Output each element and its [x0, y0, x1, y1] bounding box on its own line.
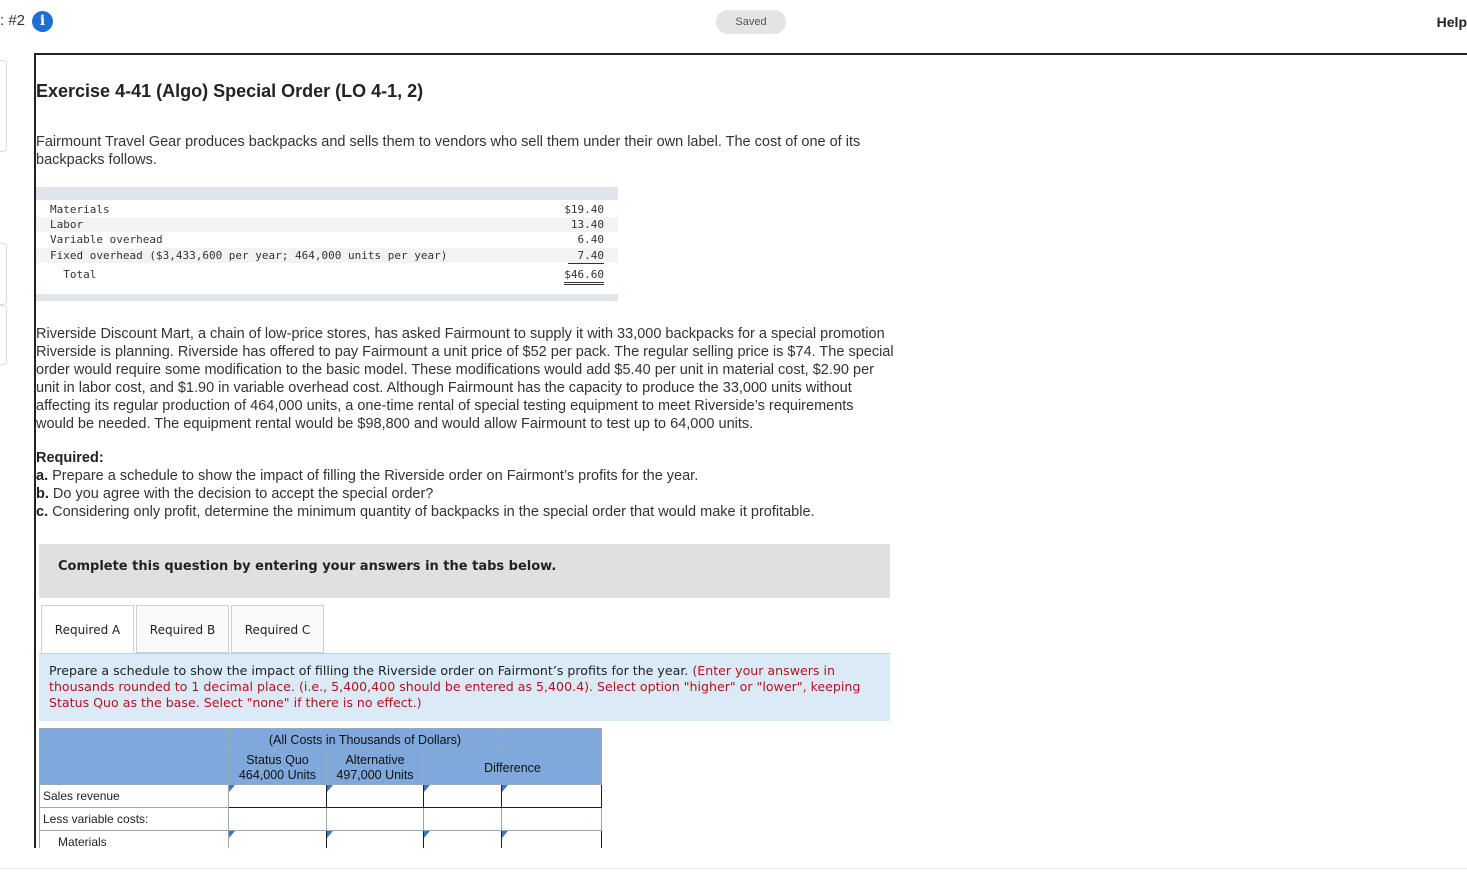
question-frame — [34, 53, 1467, 848]
cost-label: Variable overhead — [50, 233, 163, 246]
header-blank — [502, 729, 602, 752]
required-item-b — [36, 486, 433, 502]
required-item-a — [36, 468, 698, 484]
side-panel-tab[interactable] — [0, 305, 7, 365]
banner-text: Complete this question by entering your answers in the tabs below. — [58, 559, 557, 574]
instructions-main: Prepare a schedule to show the impact of filling the Riverside order on Fairmont’s profits for the year. — [49, 663, 693, 678]
status-quo-title: Status Quo — [246, 753, 309, 767]
required-text: Considering only profit, determine the minimum quantity of backpacks in the special order that would make it profitable. — [48, 504, 815, 520]
exercise-title: Exercise 4-41 (Algo) Special Order (LO 4-1, 2) — [36, 81, 424, 101]
cost-table — [36, 187, 618, 301]
top-bar — [0, 0, 1467, 44]
scenario-line: would be needed. The equipment rental would be $98,800 and would allow Fairmount to test up to 64,000 units. — [36, 416, 754, 432]
materials-difference-input[interactable] — [424, 831, 502, 849]
cost-label: Labor — [50, 218, 84, 231]
materials-direction-select[interactable] — [502, 831, 602, 849]
help-link[interactable]: Help — [1436, 14, 1467, 30]
alternative-units: 497,000 Units — [336, 768, 414, 782]
tab-instructions — [39, 653, 890, 721]
status-quo-units: 464,000 Units — [238, 768, 317, 782]
cost-row — [36, 232, 618, 247]
row-label: Materials — [40, 831, 229, 849]
row-label: Less variable costs: — [40, 808, 229, 831]
alternative-title: Alternative — [345, 753, 405, 767]
sales-revenue-difference-input[interactable] — [424, 785, 502, 808]
cost-row — [36, 217, 618, 232]
required-letter: c. — [36, 504, 49, 520]
info-icon[interactable]: i — [32, 11, 53, 32]
sales-revenue-status-quo-input[interactable] — [229, 785, 327, 808]
required-text: Prepare a schedule to show the impact of filling the Riverside order on Fairmont’s profits for the year. — [48, 468, 699, 484]
scenario-line: affecting its regular production of 464,000 units, a one-time rental of special testing equipment to meet Riverside’s requirements — [36, 398, 854, 414]
required-heading: Required: — [36, 450, 104, 466]
question-number: : #2 — [0, 12, 26, 29]
saved-status-badge: Saved — [716, 10, 786, 34]
tab-required-b[interactable]: Required B — [136, 605, 229, 653]
cost-value: 7.40 — [568, 248, 605, 264]
intro-line-2: backpacks follows. — [36, 152, 157, 168]
side-panel-tab[interactable] — [0, 60, 7, 152]
table-row — [40, 831, 602, 849]
scenario-line: unit in labor cost, and $1.90 in variable overhead cost. Although Fairmount has the capacity to produce the 33,000 units without — [36, 380, 852, 396]
empty-cell — [502, 808, 602, 831]
materials-alternative-input[interactable] — [327, 831, 424, 849]
scenario-line: order would require some modification to the basic model. These modifications would add $5.40 per unit in material cost, $2.90 per — [36, 362, 874, 378]
cost-row — [36, 248, 618, 263]
required-letter: a. — [36, 468, 49, 484]
sales-revenue-alternative-input[interactable] — [327, 785, 424, 808]
instructions-note: (Enter your answers in thousands rounded to 1 decimal place. (i.e., 5,400,400 should be entered as 5,400.4). Select option "higher" or "lower", keeping Status Quo as the base. Select "none" if there is no effect.) — [49, 663, 861, 710]
alternative-header — [327, 752, 424, 785]
instruction-banner — [39, 544, 890, 598]
table-row — [40, 808, 602, 831]
difference-title: Difference — [484, 760, 541, 775]
row-label: Sales revenue — [40, 785, 229, 808]
difference-header — [424, 752, 602, 785]
required-text: Do you agree with the decision to accept the special order? — [48, 486, 434, 502]
tab-required-a[interactable]: Required A — [41, 605, 134, 653]
required-letter: b. — [36, 486, 49, 502]
materials-status-quo-input[interactable] — [229, 831, 327, 849]
table-row — [40, 785, 602, 808]
cost-label: Fixed overhead ($3,433,600 per year; 464,000 units per year) — [50, 249, 448, 262]
cost-value: 13.40 — [570, 218, 604, 231]
side-panel-tab[interactable] — [0, 243, 7, 305]
cost-total-row — [36, 267, 618, 282]
cost-total-value: $46.60 — [564, 267, 604, 285]
scenario-line: Riverside is planning. Riverside has offered to pay Fairmount a unit price of $52 per pack. The regular selling price is $74. The special — [36, 344, 894, 360]
answer-table — [39, 728, 602, 848]
tab-required-c[interactable]: Required C — [231, 605, 324, 653]
cost-value: 6.40 — [577, 233, 604, 246]
empty-cell — [327, 808, 424, 831]
cost-row — [36, 202, 618, 217]
required-item-c — [36, 504, 815, 520]
cost-label: Materials — [50, 203, 110, 216]
empty-cell — [229, 808, 327, 831]
cost-label: Total — [50, 268, 97, 281]
scenario-line: Riverside Discount Mart, a chain of low-price stores, has asked Fairmount to supply it with 33,000 backpacks for a special promotion — [36, 326, 885, 342]
cost-value: $19.40 — [564, 203, 604, 216]
intro-line-1: Fairmount Travel Gear produces backpacks and sells them to vendors who sell them under their own label. The cost of one of its — [36, 134, 861, 150]
status-quo-header — [229, 752, 327, 785]
sales-revenue-direction-select[interactable] — [502, 785, 602, 808]
group-header: (All Costs in Thousands of Dollars) — [229, 729, 502, 752]
header-blank — [40, 729, 229, 785]
page-bottom-divider — [0, 868, 1467, 869]
empty-cell — [424, 808, 502, 831]
